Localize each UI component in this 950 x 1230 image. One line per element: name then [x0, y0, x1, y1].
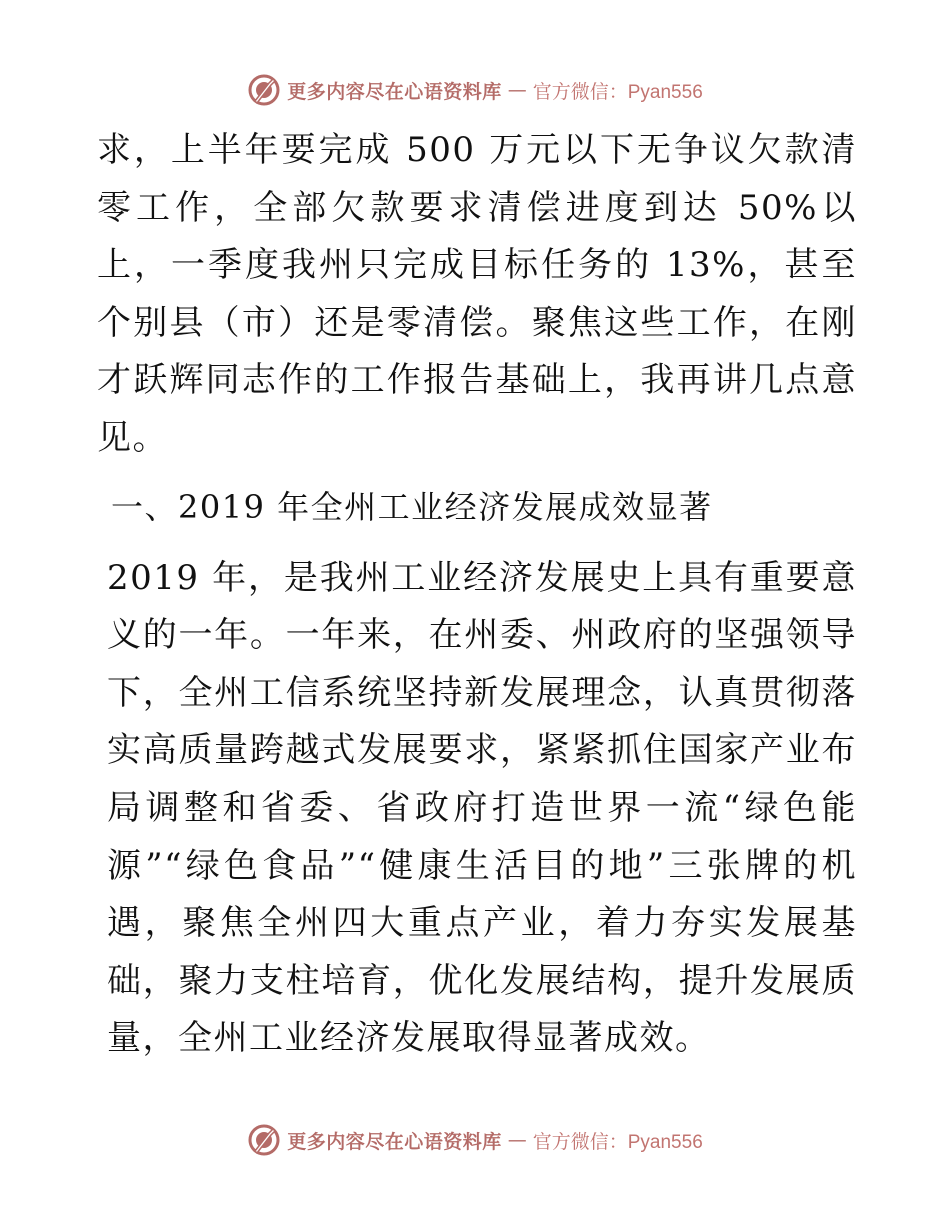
- banner-brand-text: 更多内容尽在心语资料库: [287, 80, 502, 103]
- pen-logo-icon: [247, 73, 281, 107]
- section-heading: 一、2019 年全州工业经济发展成效显著: [111, 487, 713, 526]
- footer-banner: [0, 1120, 950, 1160]
- pen-logo-icon: [247, 1123, 281, 1157]
- banner-separator: —: [507, 79, 527, 101]
- body-paragraph-2: 2019 年，是我州工业经济发展史上具有重要意义的一年。一年来，在州委、州政府的坚强领导下，全州工信系统坚持新发展理念，认真贯彻落实高质量跨越式发展要求，紧紧抓住国家产业布局调整和省委、省政府打造世界一流“绿色能源”“绿色食品”“健康生活目的地”三张牌的机遇，聚焦全州四大重点产业，着力夯实发展基础，聚力支柱培育，优化发展结构，提升发展质量，全州工业经济发展取得显著成效。: [107, 557, 857, 1059]
- banner-contact-text: 官方微信：Pyan556: [532, 81, 703, 103]
- document-body: [97, 122, 857, 1068]
- body-paragraph-1: 求，上半年要完成 500 万元以下无争议欠款清零工作，全部欠款要求清偿进度到达 50%以上，一季度我州只完成目标任务的 13%，甚至个别县（市）还是零清偿。聚焦这些工作，在刚才跃辉同志作的工作报告基础上，我再讲几点意见。: [97, 130, 857, 458]
- banner-brand-text: 更多内容尽在心语资料库: [287, 1130, 502, 1153]
- banner-contact-text: 官方微信：Pyan556: [532, 1131, 703, 1153]
- header-banner: [0, 70, 950, 110]
- banner-separator: —: [507, 1129, 527, 1151]
